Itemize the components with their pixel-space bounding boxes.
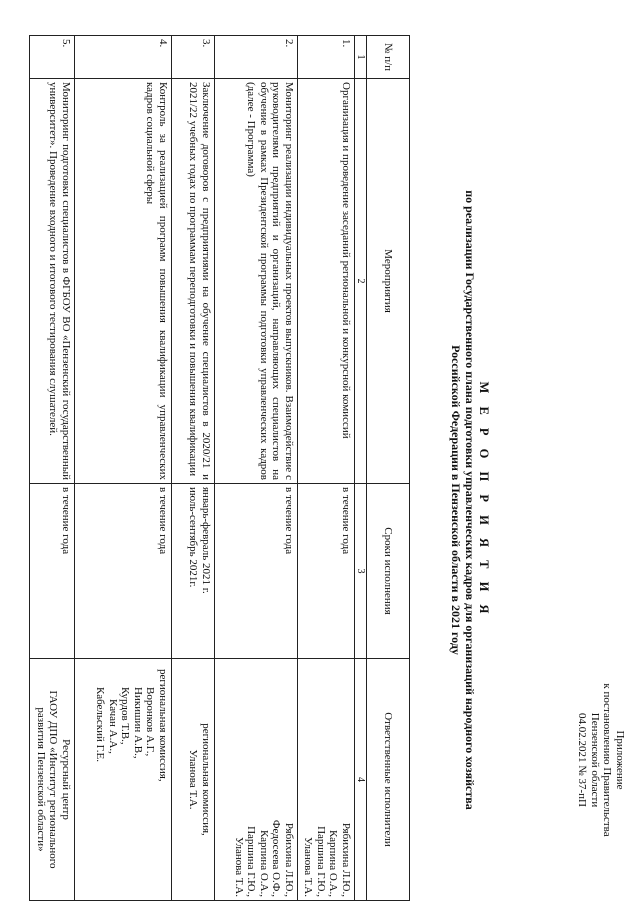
appendix-label: Приложение xyxy=(614,730,626,790)
responsible-person: региональная комиссия, xyxy=(157,669,169,782)
responsible-org: Ресурсный центр xyxy=(60,739,72,820)
column-number-row xyxy=(355,36,367,901)
column-number: 1 xyxy=(355,36,367,79)
row-number: 3. xyxy=(172,36,215,79)
header-activity: Мероприятия xyxy=(367,79,410,484)
responsible-org: развития Пензенской области» xyxy=(35,707,47,852)
row-activity: Организация и проведение заседаний региональной и конкурсной комиссий xyxy=(298,79,355,484)
appendix-header xyxy=(576,660,626,860)
title-line-2: Российской Федерации в Пензенской области в 2021 году xyxy=(449,345,464,655)
row-number: 5. xyxy=(30,36,75,79)
responsible-org: ГАОУ ДПО «Институт регионального xyxy=(47,690,60,869)
responsible-person: Карпина О.А., xyxy=(258,829,270,897)
responsible-person: Рябихина Л.Ю., xyxy=(283,822,295,897)
row-number: 2. xyxy=(215,36,298,79)
column-number: 3 xyxy=(355,484,367,659)
row-activity: Мониторинг подготовки специалистов в ФГБОУ ВО «Пензенский государственный университет». Проведение входного и итогового тестирования слушателей. xyxy=(30,79,75,484)
responsible-person: Уланова Т.А. xyxy=(233,836,245,897)
row-activity: Контроль за реализацией программ повышения квалификации управленческих кадров социальной сферы xyxy=(75,79,172,484)
responsible-person: Уланова Т.А. xyxy=(187,749,200,810)
title-line-1: по реализации Государственного плана подготовки управленческих кадров для организаций народного хозяйства xyxy=(463,190,477,810)
responsible-person: Рябихина Л.Ю., xyxy=(340,822,352,897)
row-responsible xyxy=(30,659,75,901)
row-responsible xyxy=(215,659,298,901)
responsible-person: Никишин А.В., xyxy=(132,687,144,759)
row-term: в течение года xyxy=(298,484,355,659)
table-row xyxy=(75,36,172,901)
row-term: в течение года xyxy=(75,484,172,659)
responsible-person: Уланова Т.А. xyxy=(302,836,315,897)
term-line: июль-сентябрь 2021г. xyxy=(187,487,200,588)
document-title xyxy=(449,120,492,880)
row-term: в течение года xyxy=(215,484,298,659)
table-row xyxy=(172,36,215,901)
row-responsible xyxy=(172,659,215,901)
row-responsible xyxy=(298,659,355,901)
header-number: № п/п xyxy=(367,36,410,79)
responsible-person: Федосеева О.Ф., xyxy=(270,819,283,897)
responsible-person: Паршина Г.Ю., xyxy=(315,826,327,897)
header-responsible: Ответственные исполнители xyxy=(367,659,410,901)
row-number: 4. xyxy=(75,36,172,79)
responsible-person: Паршина Г.Ю., xyxy=(245,826,258,897)
date-number: 04.02.2021 № 37-пП xyxy=(576,713,589,807)
table-header-row xyxy=(367,36,410,901)
row-number: 1. xyxy=(298,36,355,79)
measures-table xyxy=(29,35,410,901)
header-term: Сроки исполнения xyxy=(367,484,410,659)
decree-line: к постановлению Правительства xyxy=(601,683,614,837)
row-responsible xyxy=(75,659,172,901)
responsible-person: Карпина О.А., xyxy=(327,829,340,897)
responsible-person: Курдов Т.В., xyxy=(119,687,132,745)
responsible-person: региональная комиссия, xyxy=(200,723,212,836)
title-main: М Е Р О П Р И Я Т И Я xyxy=(477,381,491,619)
table-row xyxy=(215,36,298,901)
row-activity: Мониторинг реализации индивидуальных проектов выпускников. Взаимодействие с руководителями предприятий и организаций, направляющих специалистов на обучение в рамках Президентской программы подготовки управленческих кадров (далее - Программа) xyxy=(215,79,298,484)
responsible-person: Кабельский Г.Е. xyxy=(94,687,107,763)
row-term xyxy=(172,484,215,659)
region-line: Пензенской области xyxy=(589,712,601,808)
responsible-person: Воронков А.Г., xyxy=(144,687,157,757)
column-number: 2 xyxy=(355,79,367,484)
table-row xyxy=(298,36,355,901)
row-activity: Заключение договоров с предприятиями на обучение специалистов в 2020/21 и 2021/22 учебных годах по программам переподготовки и повышения квалификации xyxy=(172,79,215,484)
row-term: в течение года xyxy=(30,484,75,659)
column-number: 4 xyxy=(355,659,367,901)
responsible-person: Качан А.А., xyxy=(107,699,119,754)
term-line: январь-февраль 2021 г. xyxy=(200,487,212,594)
table-row xyxy=(30,36,75,901)
